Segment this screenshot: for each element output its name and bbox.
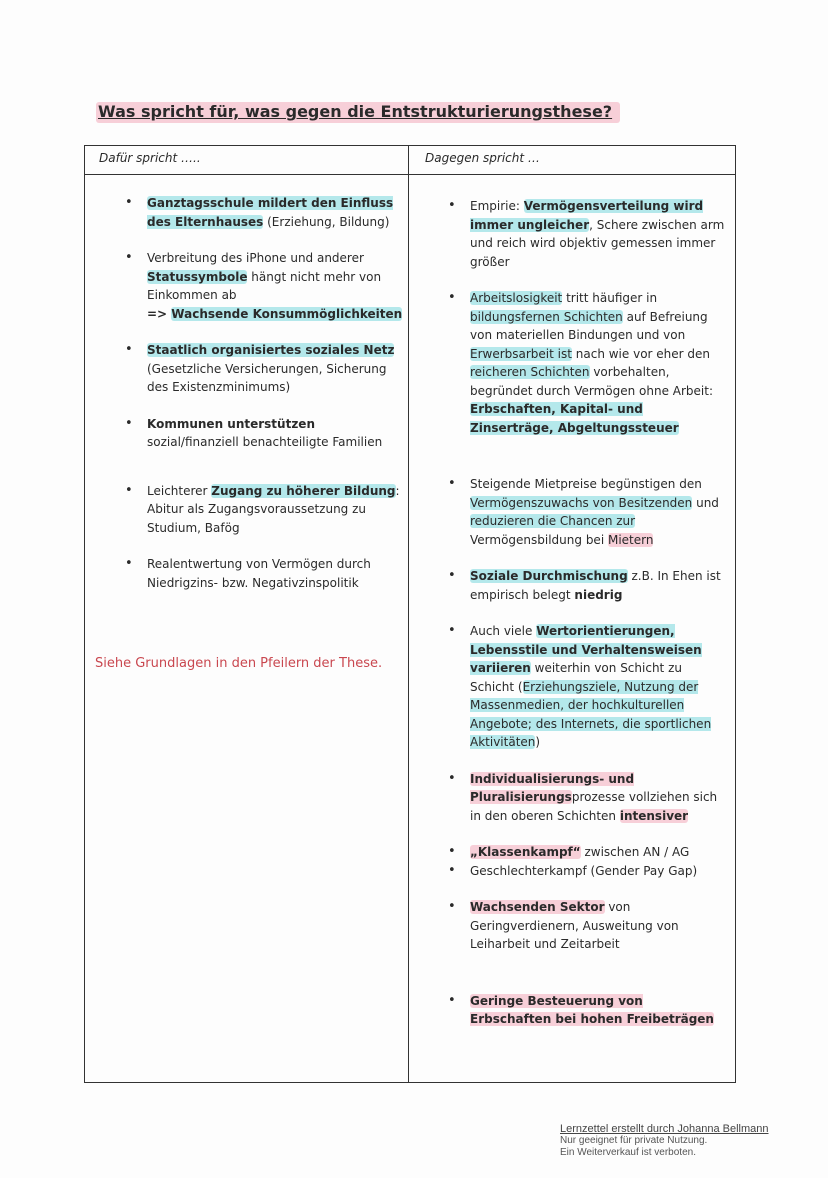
header-contra: Dagegen spricht …: [425, 151, 540, 165]
pro-item: • Staatlich organisiertes soziales Netz (Gesetzliche Versicherungen, Sicherung des Existenzminimums): [125, 341, 407, 397]
pro-item: • Leichterer Zugang zu höherer Bildung: Abitur als Zugangsvoraussetzung zu Studium, Bafög: [125, 482, 407, 538]
column-divider: [408, 146, 409, 1082]
page-title: Was spricht für, was gegen die Entstrukturierungsthese?: [96, 102, 620, 123]
footer-credit: [560, 1123, 769, 1159]
pro-item: • Verbreitung des iPhone und anderer Statussymbole hängt nicht mehr von Einkommen ab => Wachsende Konsummöglichkeiten: [125, 249, 407, 323]
contra-item: • Geringe Besteuerung von Erbschaften bei hohen Freibeträgen: [448, 992, 728, 1029]
contra-item: • Empirie: Vermögensverteilung wird immer ungleicher, Schere zwischen arm und reich wird objektiv gemessen immer größer: [448, 197, 728, 271]
pro-contra-table: [84, 145, 736, 1083]
contra-item: • Auch viele Wertorientierungen, Lebensstile und Verhaltensweisen variieren weiterhin von Schicht zu Schicht (Erziehungsziele, Nutzung der Massenmedien, der hochkulturellen Angebote; des Internets, die sportlichen Aktivitäten): [448, 622, 728, 752]
footer-resale-note: Ein Weiterverkauf ist verboten.: [560, 1147, 696, 1158]
contra-item: • Geschlechterkampf (Gender Pay Gap): [448, 862, 728, 881]
pro-item: • Ganztagsschule mildert den Einfluss des Elternhauses (Erziehung, Bildung): [125, 194, 407, 231]
pro-item: • Realentwertung von Vermögen durch Niedrigzins- bzw. Negativzinspolitik: [125, 555, 407, 592]
pro-item: • Kommunen unterstützen sozial/finanziell benachteiligte Familien: [125, 415, 407, 452]
header-pro: Dafür spricht …..: [99, 151, 201, 165]
contra-list: [448, 197, 728, 1029]
pro-list: [125, 194, 407, 592]
footer-usage-note: Nur geeignet für private Nutzung.: [560, 1135, 708, 1146]
contra-item: • Arbeitslosigkeit tritt häufiger in bildungsfernen Schichten auf Befreiung von materiellen Bindungen und von Erwerbsarbeit ist nach wie vor eher den reicheren Schichten vorbehalten, begründet durch Vermögen ohne Arbeit: Erbschaften, Kapital- und Zinserträge, Abgeltungssteuer: [448, 289, 728, 437]
contra-item: • Wachsenden Sektor von Geringverdienern, Ausweitung von Leiharbeit und Zeitarbeit: [448, 898, 728, 954]
contra-item: • „Klassenkampf“ zwischen AN / AG: [448, 843, 728, 862]
header-divider: [85, 174, 735, 175]
footer-author: Lernzettel erstellt durch Johanna Bellmann: [560, 1123, 769, 1135]
contra-item: • Individualisierungs- und Pluralisierungsprozesse vollziehen sich in den oberen Schichten intensiver: [448, 770, 728, 826]
contra-item: • Soziale Durchmischung z.B. In Ehen ist empirisch belegt niedrig: [448, 567, 728, 604]
left-note: Siehe Grundlagen in den Pfeilern der These.: [95, 656, 383, 671]
contra-item: • Steigende Mietpreise begünstigen den Vermögenszuwachs von Besitzenden und reduzieren die Chancen zur Vermögensbildung bei Mietern: [448, 475, 728, 549]
